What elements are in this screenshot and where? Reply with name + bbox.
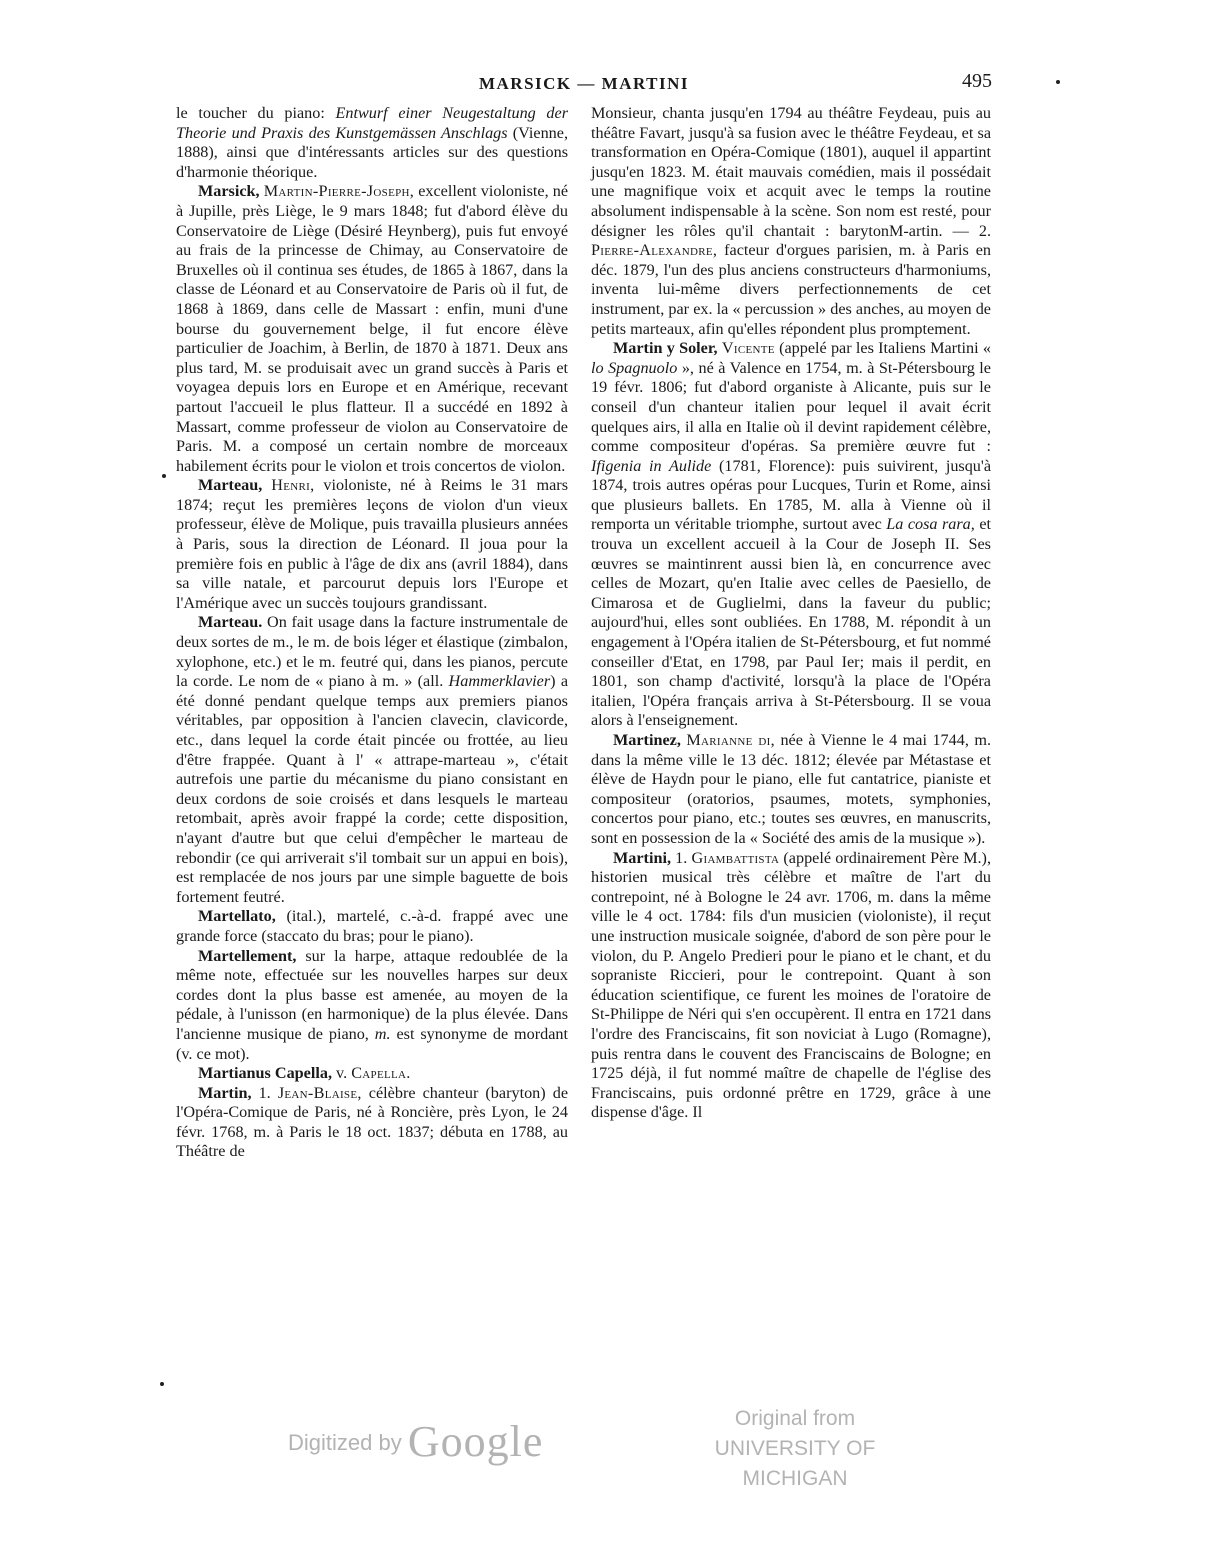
left-column bbox=[176, 104, 568, 1162]
margin-mark bbox=[162, 474, 166, 478]
headword: Martin, bbox=[198, 1083, 252, 1102]
headword: Martianus Capella, bbox=[198, 1064, 332, 1083]
entry-marsick: Marsick, Martin-Pierre-Joseph, excellent violoniste, né à Jupille, près Liège, le 9 mars 1848; fut d'abord élève du Conservatoire de Liège (Désiré Heynberg), puis fut envoyé au frais de la princesse de Chimay, au Conservatoire de Bruxelles où il continua ses études, de 1865 à 1867, dans la classe de Léonard et au Conservatoire de Paris où il fut, de 1868 à 1869, dans celle de Massart : enfin, muni d'une bourse du gouvernement belge, il fut encore élève particulier de Joachim, à Berlin, de 1870 à 1871. Deux ans plus tard, M. se produisait avec un grand succès à Paris et voyagea depuis lors en Europe et en Amérique, recevant partout l'accueil le plus flatteur. Il a succédé en 1892 à Massart, comme professeur de violon au Conservatoire de Paris. M. a composé un certain nombre de morceaux habilement écrits pour le violon et trois concertos de violon. bbox=[176, 182, 569, 475]
digitization-footer bbox=[0, 1400, 1207, 1490]
entry-martianus-capella: Martianus Capella, v. Capella. bbox=[198, 1064, 411, 1083]
margin-mark bbox=[160, 1382, 164, 1386]
entry-continuation: le toucher du piano: Entwurf einer Neugestaltung der Theorie und Praxis des Kunstgemässen Anschlags (Vienne, 1888), ainsi que d'intéressants articles sur des questions d'harmonie théorique. bbox=[176, 104, 568, 181]
margin-mark bbox=[1056, 80, 1060, 84]
entry-marteau-henri: Marteau, Henri, violoniste, né à Reims le 31 mars 1874; reçut les premières leçons de violon d'un vieux professeur, élève de Molique, puis travailla plusieurs années à Paris, sous la direction de Léonard. Il joua pour la première fois en public à l'âge de dix ans (avril 1884), dans sa ville natale, et parcourut depuis lors l'Europe et l'Amérique avec un succès toujours grandissant. bbox=[176, 476, 568, 612]
headword: Martinez, bbox=[613, 731, 681, 749]
entry-martinez: Martinez, Marianne di, née à Vienne le 4 mai 1744, m. dans la même ville le 13 déc. 1812; élevée par Métastase et élève de Haydn pour le piano, elle fut cantatrice, pianiste et compositeur (oratorios, psaumes, motets, symphonies, concertos pour piano, etc.; toutes ses œuvres, en manuscrits, sont en possession de la « Société des amis de la musique »). bbox=[591, 731, 991, 847]
google-wordmark: Google bbox=[407, 1417, 544, 1466]
right-column bbox=[591, 104, 991, 1123]
headword: Martini, bbox=[613, 848, 671, 867]
headword: Marsick, bbox=[198, 182, 260, 201]
page-header bbox=[176, 70, 992, 100]
page-number: 495 bbox=[962, 70, 992, 92]
headword: Marteau. bbox=[198, 613, 263, 632]
headword: Martin y Soler, bbox=[613, 339, 718, 358]
entry-martellato: Martellato, (ital.), martelé, c.-à-d. frappé avec une grande force (staccato du bras; pour le piano). bbox=[176, 907, 568, 945]
headword: Martellato, bbox=[198, 907, 276, 926]
entry-martin: Martin, 1. Jean-Blaise, célèbre chanteur (baryton) de l'Opéra-Comique de Paris, né à Roncière, près Lyon, le 24 févr. 1768, m. à Paris le 18 oct. 1837; débuta en 1788, au Théâtre de bbox=[176, 1083, 569, 1161]
digitized-by-google: Digitized by Google bbox=[288, 1417, 544, 1466]
headword: Martellement, bbox=[198, 946, 297, 965]
entry-martellement: Martellement, sur la harpe, attaque redoublée de la même note, effectuée sur les nouvelles harpes sur deux cordes dont la plus basse est amenée, au moyen de la pédale, à l'unisson (en harmonique) de la plus élevée. Dans l'ancienne musique de piano, m. est synonyme de mordant (v. ce mot). bbox=[176, 946, 569, 1063]
headword: Marteau, bbox=[198, 476, 263, 495]
running-head: MARSICK — MARTINI bbox=[478, 74, 690, 93]
entry-martin-y-soler: Martin y Soler, Vicente (appelé par les Italiens Martini « lo Spagnuolo », né à Valence en 1754, m. à St-Pétersbourg le 19 févr. 1806; fut d'abord organiste à Alicante, puis sur le conseil d'un chanteur italien pour lequel il avait écrit quelques airs, il alla en Italie où il devint rapidement célèbre, comme compositeur d'opéras. Sa première œuvre fut : Ifigenia in Aulide (1781, Florence): puis suivirent, jusqu'à 1874, trois autres opéras pour Lucques, Turin et Rome, ainsi que plusieurs ballets. En 1785, M. alla à Vienne où il remporta un véritable triomphe, surtout avec La cosa rara, et trouva un excellent accueil à la Cour de Joseph II. Ses œuvres se maintinrent aussi bien là, en concurrence avec celles de Mozart, qu'en Italie avec celles de Paesiello, de Cimarosa et de Guglielmi, dans la faveur du public; aujourd'hui, elles sont oubliées. En 1788, M. répondit à un engagement à l'Opéra italien de St-Pétersbourg, et fut nommé conseiller d'Etat, en 1798, par Paul Ier; mais il perdit, en 1801, son champ d'activité, lorsqu'à la place de l'Opéra italien, l'Opéra français arriva à St-Pétersbourg. Il se voua alors à l'enseignement. bbox=[591, 339, 991, 730]
original-from: Original from UNIVERSITY OF MICHIGAN bbox=[665, 1404, 925, 1494]
entry-martini: Martini, 1. Giambattista (appelé ordinairement Père M.), historien musical très célèbre et maître de l'art du contrepoint, né à Bologne le 24 avr. 1706, m. dans la même ville le 4 oct. 1784: fils d'un musicien (violoniste), il reçut une instruction musicale soignée, d'abord de son père pour le violon, du P. Angelo Predieri pour le piano et le chant, et du sopraniste Riccieri, pour le contrepoint. Quant à son éducation scientifique, ce furent les moines de l'oratoire de St-Philippe de Néri qui s'en occupèrent. Il entra en 1721 dans l'ordre des Franciscains, fit son noviciat à Lugo (Romagne), puis rentra dans le couvent des Franciscains de Bologne; en 1725 déjà, il fut nommé maître de chapelle de l'église des Franciscains, puis ordonné prêtre en 1729, grâce à une dispense d'âge. Il bbox=[591, 848, 991, 1122]
entry-marteau: Marteau. On fait usage dans la facture instrumentale de deux sortes de m., le m. de bois léger et élastique (zimbalon, xylophone, etc.) et le m. feutré qui, dans les pianos, percute la corde. Le nom de « piano à m. » (all. Hammerklavier) a été donné pendant quelque temps aux premiers pianos véritables, par opposition à l'ancien clavecin, clavicorde, etc., dans lequel la corde était pincée ou frottée, au lieu d'être frappée. Quant à l' « attrape-marteau », c'était autrefois une partie du mécanisme du piano consistant en deux cordons de soie croisés et dans lesquels le marteau retombait, après avoir frappé la corde; cette disposition, n'ayant d'autre but que celui d'empêcher le marteau de rebondir (ce qui arriverait s'il tombait sur un appui en bois), est remplacée de nos jours par une simple baguette de bois fortement feutré. bbox=[176, 613, 569, 906]
institution-name: UNIVERSITY OF MICHIGAN bbox=[714, 1437, 876, 1490]
entry-martin-continued: Monsieur, chanta jusqu'en 1794 au théâtre Feydeau, puis au théâtre Favart, jusqu'à sa fusion avec le théâtre Feydeau, et sa transformation en Opéra-Comique (1801), auquel il appartint jusqu'en 1823. M. était mauvais comédien, mais il possédait une magnifique voix et acquit avec le temps la routine absolument indispensable à la scène. Son nom est resté, pour désigner les rôles qu'il chantait : barytonM-artin. — 2. Pierre-Alexandre, facteur d'orgues parisien, m. à Paris en déc. 1879, l'un des plus anciens constructeurs d'harmoniums, inventa lui-même divers perfectionnements de cet instrument, par ex. la « percussion » des anches, au moyen de petits marteaux, afin qu'elles répondent plus promptement. bbox=[591, 104, 991, 338]
